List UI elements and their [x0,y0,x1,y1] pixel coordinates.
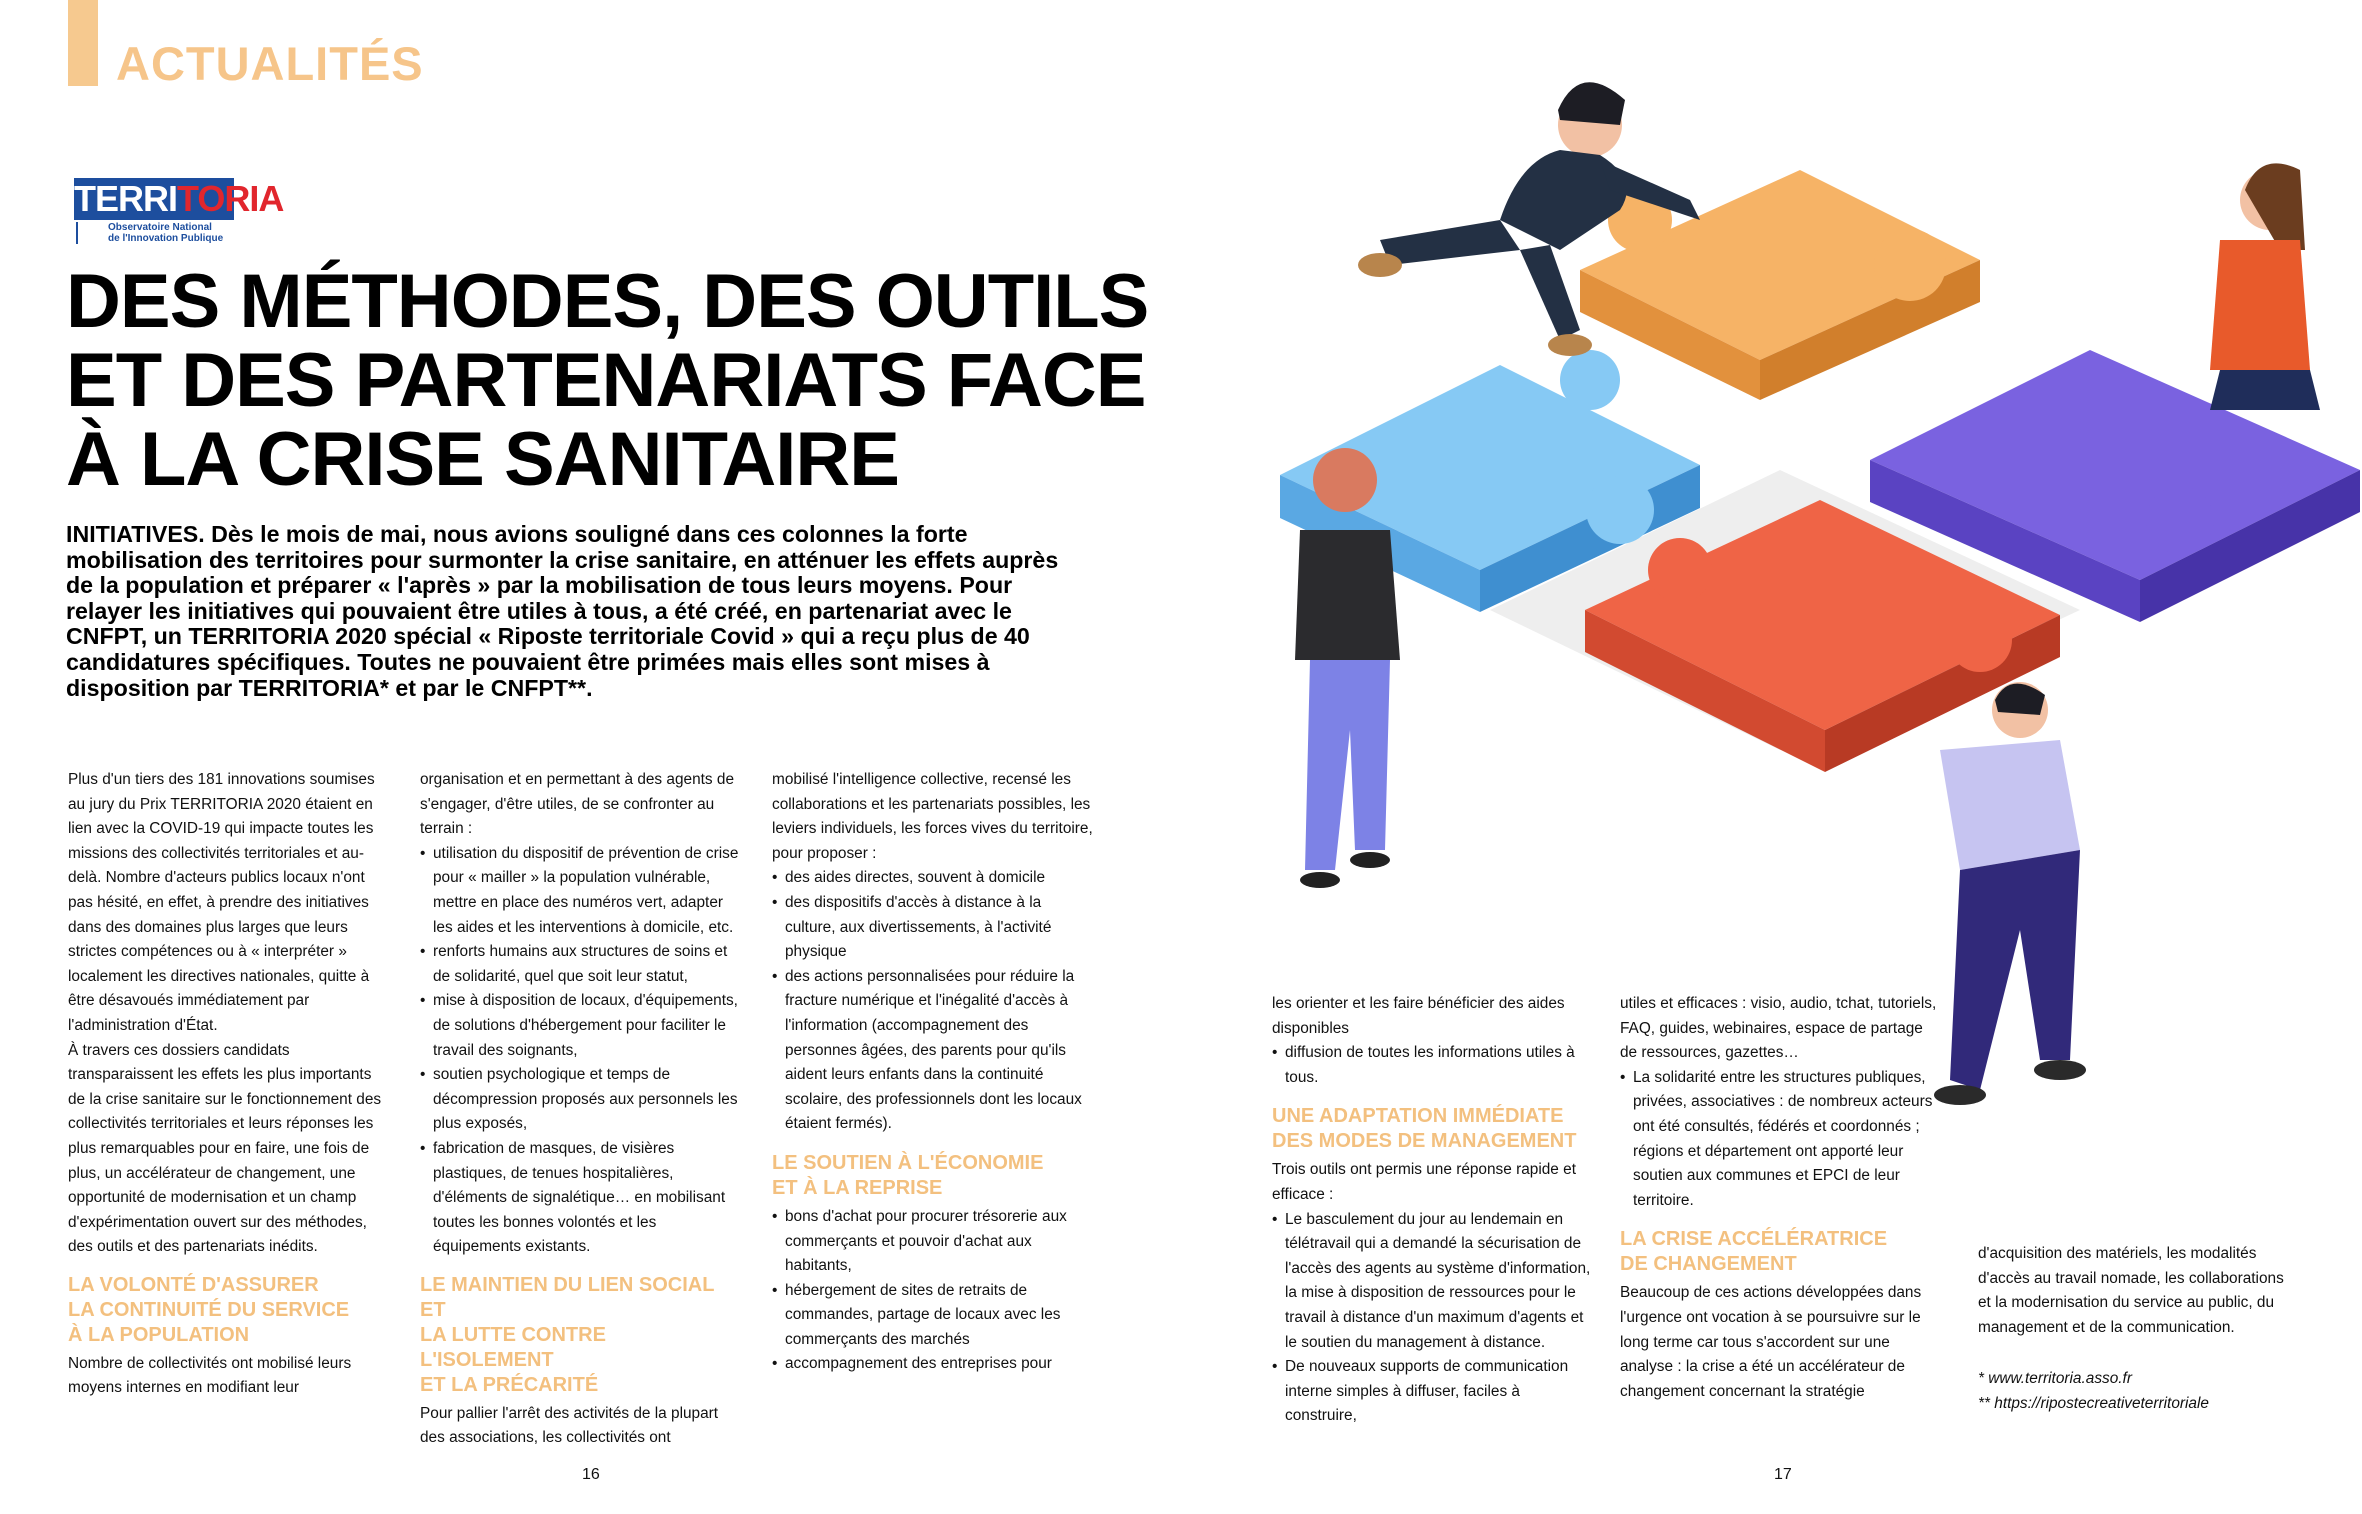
col2-list [420,842,742,1260]
footnote-2: ** https://ripostecreativeterritoriale [1978,1395,2209,1413]
col2-heading: LE MAINTIEN DU LIEN SOCIAL ET LA LUTTE CONTRE L'ISOLEMENT ET LA PRÉCARITÉ [420,1273,715,1396]
list-item: • mise à disposition de locaux, d'équipements, de solutions d'hébergement pour faciliter le travail des soignants, [420,989,742,1063]
page-number-right: 17 [1774,1466,1792,1483]
column-2 [420,768,742,1451]
col2-paragraph-1: organisation et en permettant à des agents de s'engager, d'être utiles, de se confronter au terrain : [420,771,735,838]
col3-list [772,866,1094,1137]
col1-paragraph-1: Plus d'un tiers des 181 innovations soumises au jury du Prix TERRITORIA 2020 étaient en lien avec la COVID-19 qui impacte toutes les missions des collectivités territoriales et au-delà. Nombre d'acteurs publics locaux n'ont pas hésité, en effet, à prendre des initiatives dans des domaines plus larges que leurs strictes compétences ou à « interpréter » localement les directives nationales, quitte à être désavoués immédiatement par l'administration d'État. [68,771,375,1034]
rubric-title: ACTUALITÉS [116,37,424,90]
col4-list [1272,1041,1594,1090]
col3-paragraph-1: mobilisé l'intelligence collective, recensé les collaborations et les partenariats possibles, les leviers individuels, les forces vives du territoire, pour proposer : [772,771,1093,862]
col5-list [1620,1066,1942,1214]
column-4 [1272,992,1594,1429]
list-item: • Le basculement du jour au lendemain en télétravail qui a demandé la sécurisation de l'accès des agents au système d'information, la mise à disposition de ressources pour le travail à distance d'un maximum d'agents et le soutien du management à distance. [1272,1208,1594,1356]
list-item: • accompagnement des entreprises pour [772,1352,1094,1377]
intro-text: Dès le mois de mai, nous avions souligné dans ces colonnes la forte mobilisation des territoires pour surmonter la crise sanitaire, en atténuer les effets auprès de la population et préparer « l'après » par la mobilisation de tous leurs moyens. Pour relayer les initiatives qui pouvaient être utiles à tous, a été créé, en partenariat avec le CNFPT, un TERRITORIA 2020 spécial « Riposte territoriale Covid » qui a reçu plus de 40 candidatures spécifiques. Toutes ne pouvaient être primées mais elles sont mises à disposition par TERRITORIA* et par le CNFPT**. [66,521,1059,701]
col4-paragraph-1: les orienter et les faire bénéficier des aides disponibles [1272,995,1565,1037]
list-item: • renforts humains aux structures de soins et de solidarité, quel que soit leur statut, [420,940,742,989]
rubric-bar [68,0,98,86]
col1-paragraph-2: À travers ces dossiers candidats transparaissent les effets les plus importants de la crise sanitaire sur le fonctionnement des collectivités territoriales et leurs réponses les plus remarquables pour en faire, une fois de plus, un accélérateur de changement, une opportunité de modernisation et un champ d'expérimentation ouvert sur des méthodes, des outils et des partenariats inédits. [68,1041,382,1256]
col1-heading: LA VOLONTÉ D'ASSURER LA CONTINUITÉ DU SERVICE À LA POPULATION [68,1273,350,1346]
column-6 [1978,1242,2300,1416]
list-item: • fabrication de masques, de visières plastiques, de tenues hospitalières, d'éléments de signalétique… en mobilisant toutes les bonnes volontés et les équipements existants. [420,1137,742,1260]
list-item: • soutien psychologique et temps de décompression proposés aux personnels les plus exposés, [420,1063,742,1137]
col3-heading: LE SOUTIEN À L'ÉCONOMIE ET À LA REPRISE [772,1151,1044,1199]
col4-list-2 [1272,1208,1594,1429]
list-item: • De nouveaux supports de communication interne simples à diffuser, faciles à construire, [1272,1355,1594,1429]
col4-heading: UNE ADAPTATION IMMÉDIATE DES MODES DE MANAGEMENT [1272,1105,1577,1153]
page-number-left: 16 [582,1466,600,1483]
intro-lead: INITIATIVES. [66,521,205,547]
list-item: • La solidarité entre les structures publiques, privées, associatives : de nombreux acteurs ont été consultés, fédérés et coordonnés ; régions et département ont apporté leur soutien aux communes et EPCI de leur territoire. [1620,1066,1942,1214]
list-item: • utilisation du dispositif de prévention de crise pour « mailler » la population vulnérable, mettre en place des numéros vert, adapter les aides et les interventions à domicile, etc. [420,842,742,940]
logo-wordmark: TERRITORIA [74,178,284,219]
col1-paragraph-3: Nombre de collectivités ont mobilisé leurs moyens internes en modifiant leur [68,1354,352,1397]
page-title [66,259,1156,502]
orange-puzzle-piece-icon [1580,170,1980,400]
title-line-2: ET DES PARTENARIATS FACE [66,338,1146,423]
col6-paragraph-1: d'acquisition des matériels, les modalités d'accès au travail nomade, les collaborations et la modernisation du service au public, du management et de la communication. [1978,1245,2284,1336]
list-item: • des actions personnalisées pour réduire la fracture numérique et l'inégalité d'accès à l'information (accompagnement des personnes âgées, des parents pour qu'ils aident leurs enfants dans la continuité scolaire, des professionnels dont les locaux étaient fermés). [772,965,1094,1137]
column-1 [68,768,390,1401]
list-item: • des dispositifs d'accès à distance à la culture, aux divertissements, à l'activité physique [772,891,1094,965]
logo-subtitle: Observatoire National de l'Innovation Publique [76,222,234,244]
col5-heading: LA CRISE ACCÉLÉRATRICE DE CHANGEMENT [1620,1228,1888,1276]
person-lavender-shirt-icon [1934,682,2086,1105]
title-line-1: DES MÉTHODES, DES OUTILS [66,259,1149,344]
col2-paragraph-2: Pour pallier l'arrêt des activités de la plupart des associations, les collectivités ont [420,1404,719,1447]
column-5 [1620,992,1942,1404]
list-item: • diffusion de toutes les informations utiles à tous. [1272,1041,1594,1090]
list-item: • bons d'achat pour procurer trésorerie aux commerçants et pouvoir d'achat aux habitants, [772,1205,1094,1279]
list-item: • des aides directes, souvent à domicile [772,866,1094,891]
col3-list-2 [772,1205,1094,1377]
list-item: • hébergement de sites de retraits de commandes, partage de locaux avec les commerçants des marchés [772,1279,1094,1353]
territoria-logo [74,178,284,250]
intro-paragraph [66,522,1086,701]
person-orange-top-icon [2210,163,2320,410]
title-line-3: À LA CRISE SANITAIRE [66,417,899,502]
column-3 [772,768,1094,1377]
col4-paragraph-2: Trois outils ont permis une réponse rapide et efficace : [1272,1161,1576,1203]
footnote-1: * www.territoria.asso.fr [1978,1370,2132,1388]
col5-paragraph-2: Beaucoup de ces actions développées dans l'urgence ont vocation à se poursuivre sur le long terme car tous s'accordent sur une analyse : la crise a été un accélérateur de changement concernant la stratégie [1620,1284,1922,1400]
col5-paragraph-1: utiles et efficaces : visio, audio, tchat, tutoriels, FAQ, guides, webinaires, espace de partage de ressources, gazettes… [1620,995,1937,1062]
